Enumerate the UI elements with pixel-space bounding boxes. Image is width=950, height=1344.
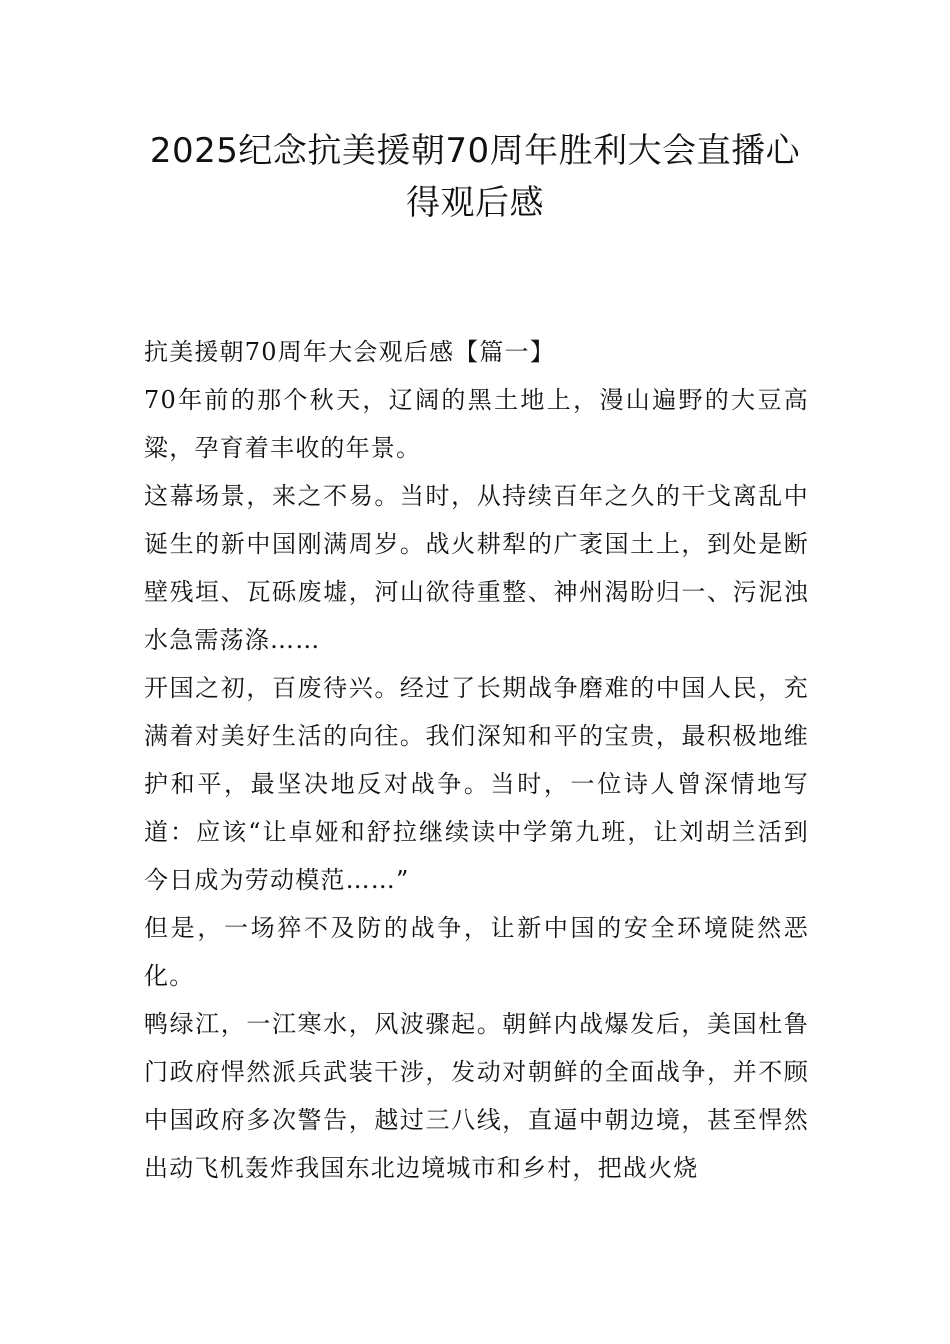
document-title: 2025纪念抗美援朝70周年胜利大会直播心得观后感 [149, 131, 801, 223]
body-paragraph: 70年前的那个秋天，辽阔的黑土地上，漫山遍野的大豆高粱，孕育着丰收的年景。 [144, 386, 809, 462]
body-paragraph: 鸭绿江，一江寒水，风波骤起。朝鲜内战爆发后，美国杜鲁门政府悍然派兵武装干涉，发动对朝鲜的全面战争，并不顾中国政府多次警告，越过三八线，直逼中朝边境，甚至悍然出动飞机轰炸我国东北边境城市和乡村，把战火烧 [144, 1010, 809, 1182]
document-body [144, 328, 809, 1192]
body-paragraph: 这幕场景，来之不易。当时，从持续百年之久的干戈离乱中诞生的新中国刚满周岁。战火耕犁的广袤国土上，到处是断壁残垣、瓦砾废墟，河山欲待重整、神州渴盼归一、污泥浊水急需荡涤…… [144, 482, 809, 654]
body-paragraph: 开国之初，百废待兴。经过了长期战争磨难的中国人民，充满着对美好生活的向往。我们深知和平的宝贵，最积极地维护和平，最坚决地反对战争。当时，一位诗人曾深情地写道：应该“让卓娅和舒拉继续读中学第九班，让刘胡兰活到今日成为劳动模范……” [144, 674, 809, 894]
body-paragraph: 但是，一场猝不及防的战争，让新中国的安全环境陡然恶化。 [144, 914, 809, 990]
section-heading: 抗美援朝70周年大会观后感【篇一】 [144, 338, 555, 366]
